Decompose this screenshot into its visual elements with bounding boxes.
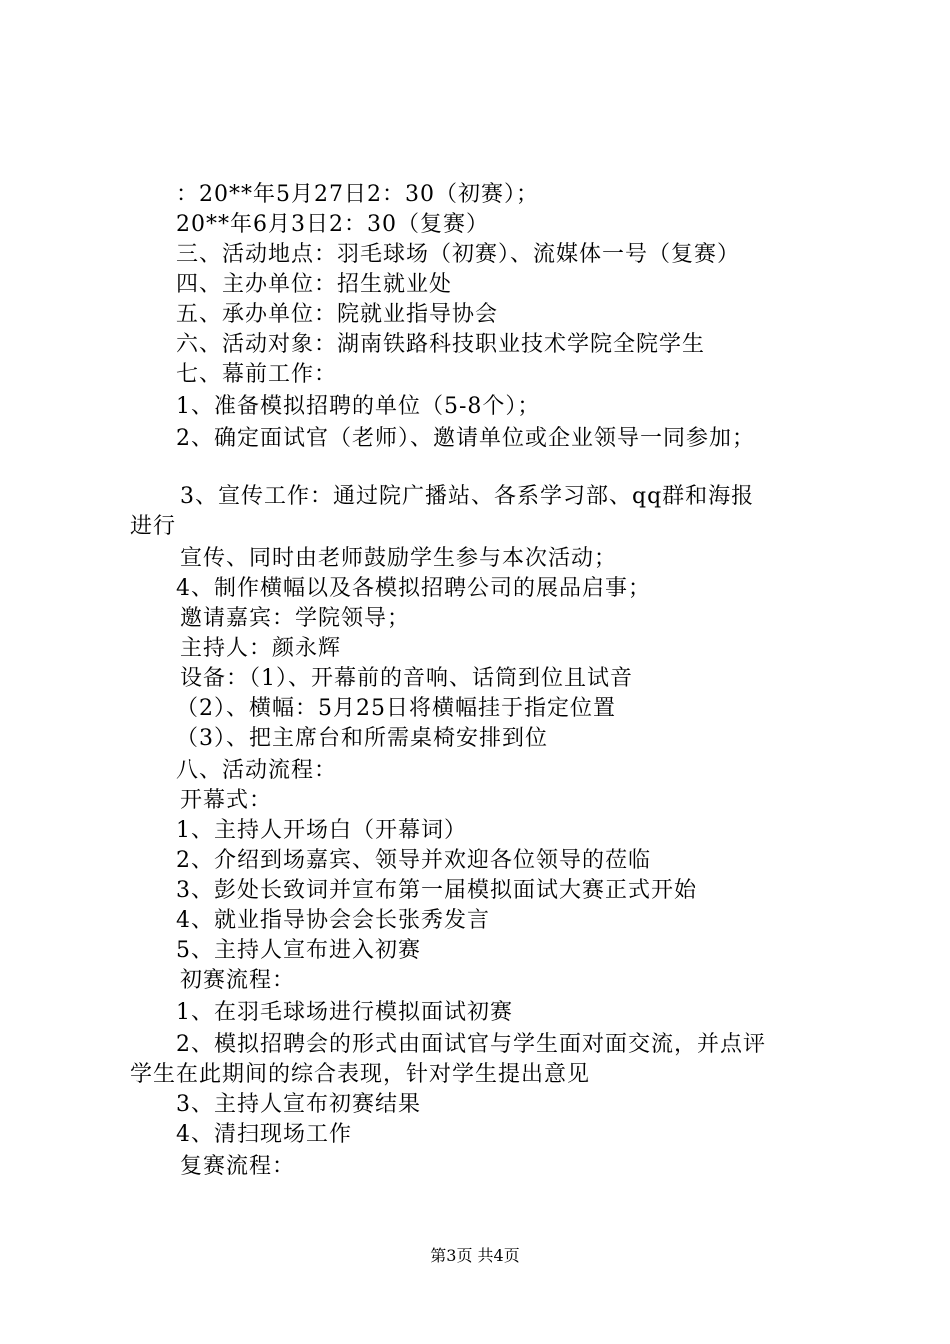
text-line: 2、模拟招聘会的形式由面试官与学生面对面交流，并点评	[176, 1032, 766, 1057]
text-line: 复赛流程：	[180, 1154, 296, 1179]
text-line: 5、主持人宣布进入初赛	[176, 938, 421, 963]
text-line: 2、介绍到场嘉宾、领导并欢迎各位领导的莅临	[176, 848, 651, 873]
text-line: 主持人：颜永辉	[180, 636, 342, 661]
text-line: 4、就业指导协会会长张秀发言	[176, 908, 490, 933]
page-footer: 第3页 共4页	[430, 1246, 520, 1265]
text-line: 七、幕前工作：	[176, 362, 338, 387]
text-line: 4、制作横幅以及各模拟招聘公司的展品启事；	[176, 576, 651, 601]
text-line: 六、活动对象：湖南铁路科技职业技术学院全院学生	[176, 332, 706, 357]
text-line: 宣传、同时由老师鼓励学生参与本次活动；	[180, 546, 618, 571]
text-line: 3、宣传工作：通过院广播站、各系学习部、qq群和海报	[180, 484, 755, 509]
text-line: 2、确定面试官（老师）、邀请单位或企业领导一同参加；	[176, 426, 755, 451]
text-line: 设备：（1）、开幕前的音响、话筒到位且试音	[180, 666, 633, 691]
text-line: 1、准备模拟招聘的单位（5-8个）；	[176, 394, 541, 419]
text-line: ：20**年5月27日2：30（初赛）；	[176, 182, 539, 207]
text-line: 五、承办单位：院就业指导协会	[176, 302, 499, 327]
text-line: 邀请嘉宾：学院领导；	[180, 606, 411, 631]
text-line: 20**年6月3日2：30（复赛）	[176, 212, 489, 237]
text-line: 三、活动地点：羽毛球场（初赛）、流媒体一号（复赛）	[176, 242, 741, 267]
text-line: 初赛流程：	[180, 968, 296, 993]
text-line: 1、在羽毛球场进行模拟面试初赛	[176, 1000, 513, 1025]
text-line: 4、清扫现场工作	[176, 1122, 352, 1147]
text-line: （2）、横幅：5月25日将横幅挂于指定位置	[176, 696, 616, 721]
text-line: 开幕式：	[180, 788, 273, 813]
text-line: 3、主持人宣布初赛结果	[176, 1092, 421, 1117]
text-line: 进行	[130, 514, 177, 539]
text-line: 3、彭处长致词并宣布第一届模拟面试大赛正式开始	[176, 878, 697, 903]
text-line: 四、主办单位：招生就业处	[176, 272, 453, 297]
text-line: 八、活动流程：	[176, 758, 338, 783]
text-line: （3）、把主席台和所需桌椅安排到位	[176, 726, 548, 751]
text-line: 1、主持人开场白（开幕词）	[176, 818, 467, 843]
text-line: 学生在此期间的综合表现，针对学生提出意见	[130, 1062, 591, 1087]
